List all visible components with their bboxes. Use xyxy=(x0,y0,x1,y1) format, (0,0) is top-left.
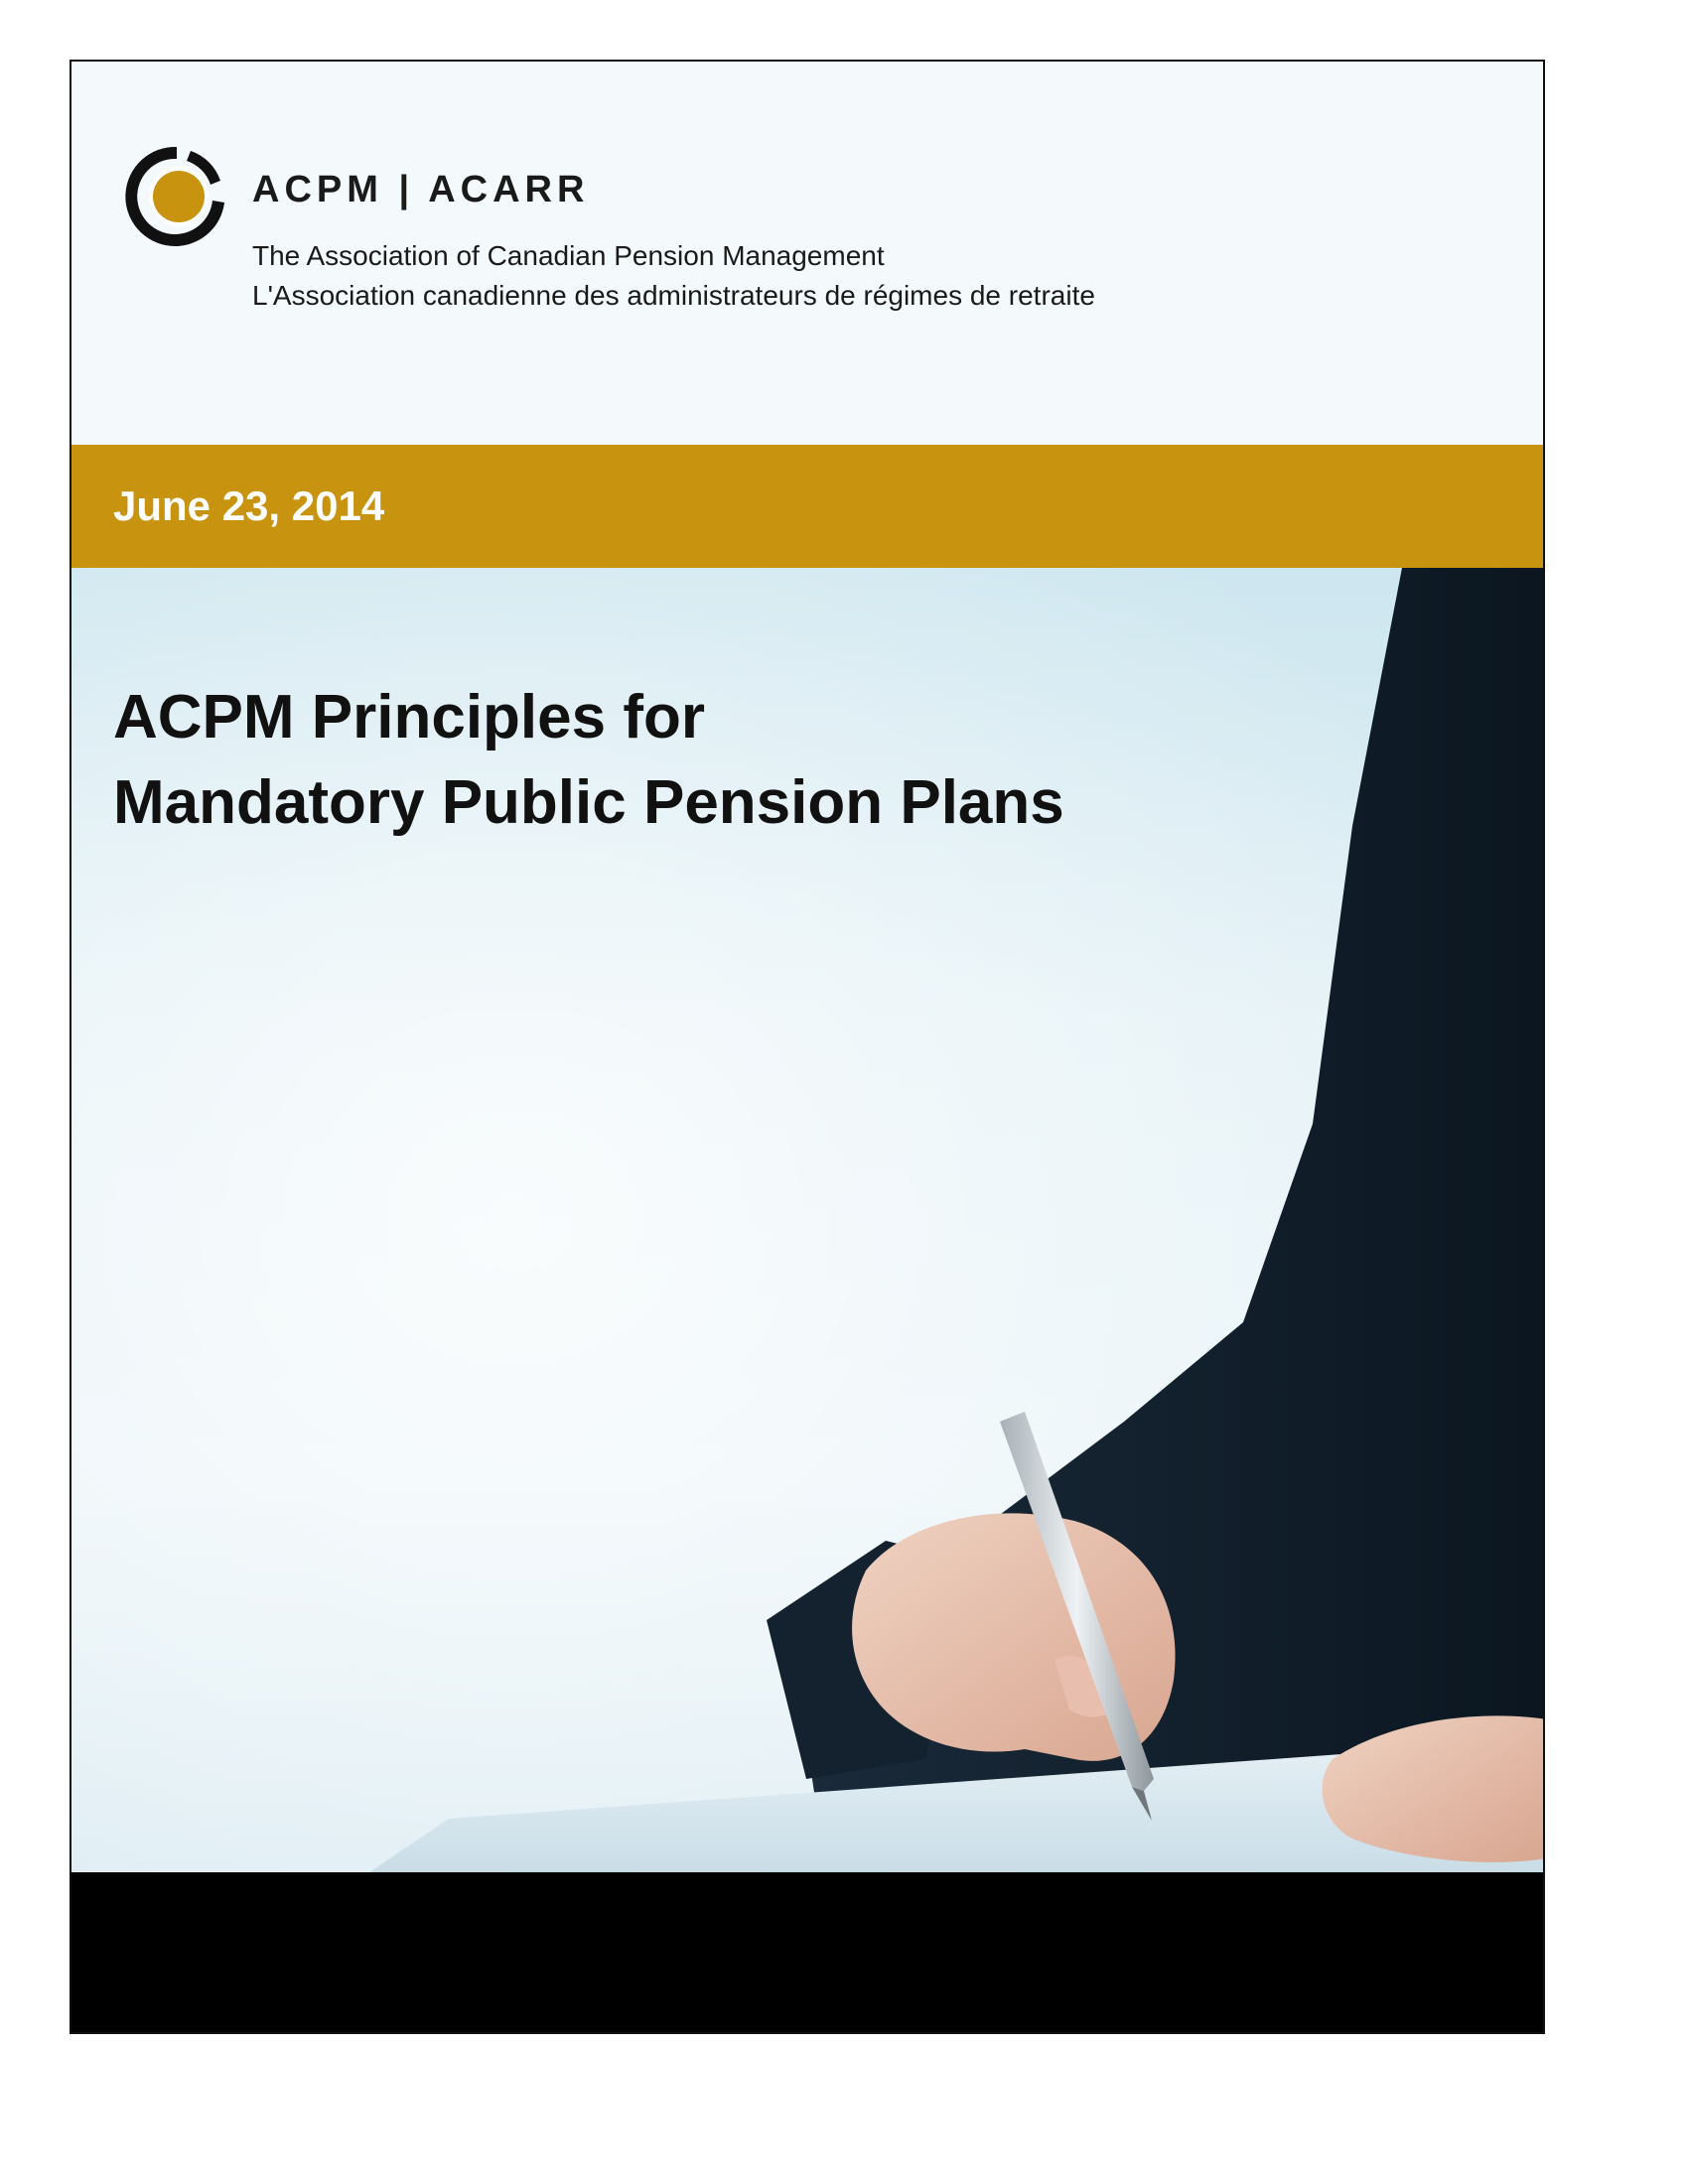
footer-band xyxy=(71,1872,1543,2034)
cover-page xyxy=(70,60,1545,2034)
organization-name xyxy=(252,236,1095,316)
acpm-ring-logo-icon xyxy=(121,141,232,252)
cover-photo xyxy=(71,568,1543,1872)
document-title-line-2: Mandatory Public Pension Plans xyxy=(113,768,1064,837)
publication-date: June 23, 2014 xyxy=(113,482,385,529)
logo-wordmark: ACPM | ACARR xyxy=(252,169,590,210)
document-title xyxy=(113,675,1064,846)
document-title-line-1: ACPM Principles for xyxy=(113,683,705,751)
date-band xyxy=(71,445,1543,568)
organization-name-english: The Association of Canadian Pension Management xyxy=(252,240,885,271)
organization-name-french: L'Association canadienne des administrateurs de régimes de retraite xyxy=(252,280,1095,311)
cover-header xyxy=(71,62,1543,445)
